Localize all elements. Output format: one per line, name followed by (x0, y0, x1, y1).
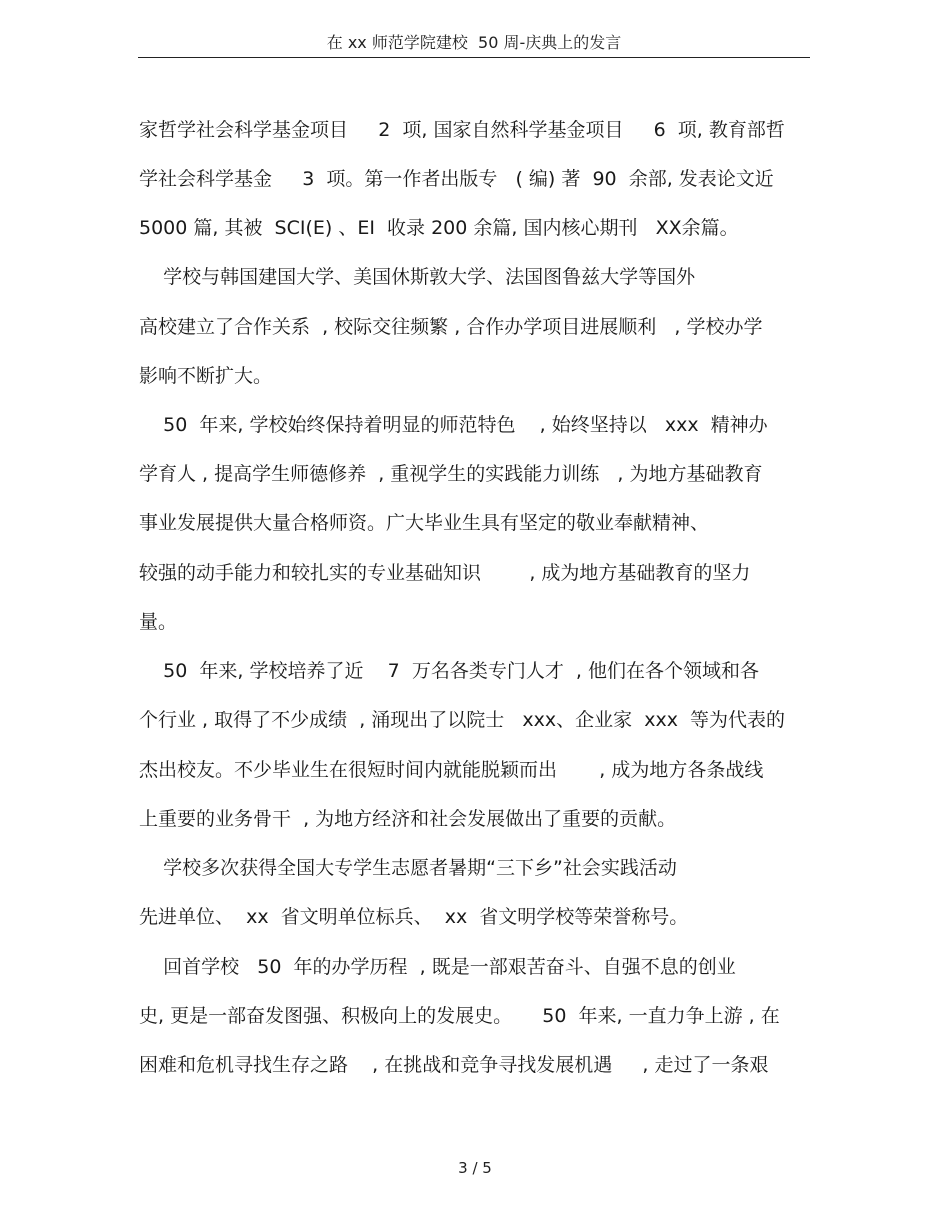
body-line: 困难和危机寻找生存之路 , 在挑战和竞争寻找发展机遇 , 走过了一条艰 (139, 1054, 769, 1076)
body-line: 家哲学社会科学基金项目 2 项, 国家自然科学基金项目 6 项, 教育部哲 (139, 119, 785, 141)
body-line: 个行业 , 取得了不少成绩 , 涌现出了以院士 xxx、企业家 xxx 等为代表的 (139, 709, 786, 731)
body-line: 影响不断扩大。 (139, 365, 273, 387)
page-number: 3 / 5 (458, 1159, 492, 1177)
body-line: 50 年来, 学校培养了近 7 万名各类专门人才 , 他们在各个领域和各 (139, 660, 759, 682)
body-line: 先进单位、 xx 省文明单位标兵、 xx 省文明学校等荣誉称号。 (139, 906, 689, 928)
body-line: 较强的动手能力和较扎实的专业基础知识 , 成为地方基础教育的坚力 (139, 562, 751, 584)
body-line: 事业发展提供大量合格师资。广大毕业生具有坚定的敬业奉献精神、 (139, 512, 710, 534)
body-line: 学社会科学基金 3 项。第一作者出版专 ( 编) 著 90 余部, 发表论文近 (139, 168, 774, 190)
body-line: 50 年来, 学校始终保持着明显的师范特色 , 始终坚持以 xxx 精神办 (139, 414, 768, 436)
body-line: 史, 更是一部奋发图强、积极向上的发展史。 50 年来, 一直力争上游 , 在 (139, 1005, 780, 1027)
body-line: 量。 (139, 611, 178, 633)
body-line: 上重要的业务骨干 , 为地方经济和社会发展做出了重要的贡献。 (139, 808, 677, 830)
body-line: 5000 篇, 其被 SCI(E) 、EI 收录 200 余篇, 国内核心期刊 XX余篇。 (139, 217, 739, 239)
body-line: 学校多次获得全国大专学生志愿者暑期“三下乡”社会实践活动 (139, 857, 677, 879)
body-line: 学育人 , 提高学生师德修养 , 重视学生的实践能力训练 , 为地方基础教育 (139, 463, 763, 485)
body-line: 学校与韩国建国大学、美国休斯敦大学、法国图鲁兹大学等国外 (139, 266, 696, 288)
body-line: 杰出校友。不少毕业生在很短时间内就能脱颖而出 , 成为地方各条战线 (139, 759, 764, 781)
body-line: 高校建立了合作关系 , 校际交往频繁 , 合作办学项目进展顺利 , 学校办学 (139, 316, 763, 338)
body-line: 回首学校 50 年的办学历程 , 既是一部艰苦奋斗、自强不息的创业 (139, 956, 736, 978)
page-header-title: 在 xx 师范学院建校 50 周-庆典上的发言 (138, 30, 810, 58)
